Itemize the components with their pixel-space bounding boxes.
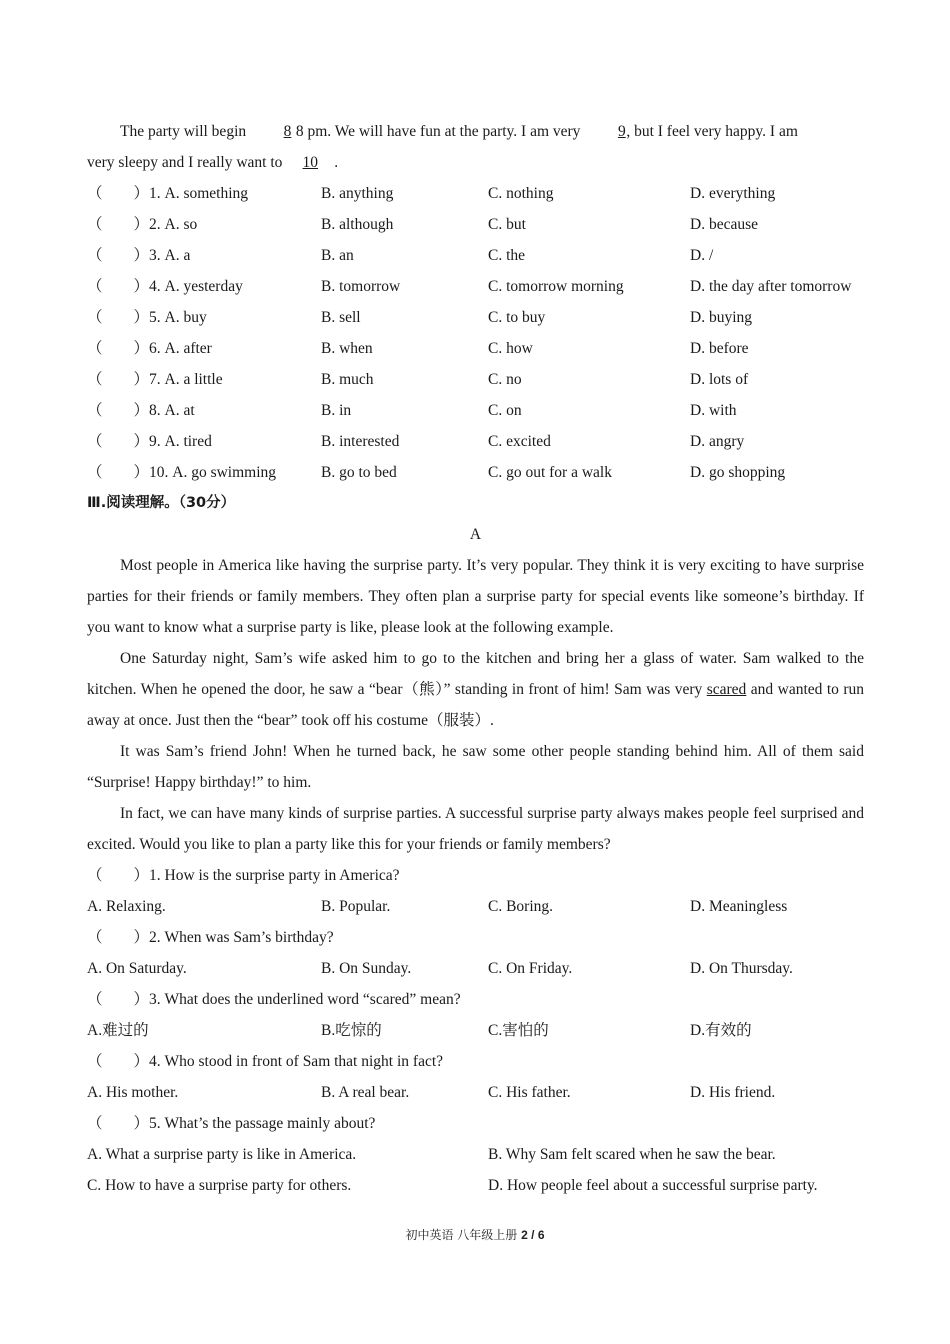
option-c: C. nothing	[488, 185, 554, 202]
cloze-question-6	[87, 333, 864, 364]
blank-9: 9	[617, 123, 626, 140]
option-c: C. to buy	[488, 309, 546, 326]
paragraph-text: One Saturday night, Sam’s wife asked him to go to the kitchen and bring her a glass of water. Sam walked to the kitchen. When he opened the door, he saw a “bear（熊）” standing in front of him! Sam was very	[87, 650, 864, 698]
option-a: （ ）6. A. after	[87, 340, 212, 357]
option-d: D. because	[690, 216, 758, 233]
cloze-question-7	[87, 364, 864, 395]
cloze-line-2	[87, 147, 864, 178]
option-d: D. His friend.	[690, 1084, 776, 1101]
option-c: C. but	[488, 216, 526, 233]
cloze-text: .	[334, 154, 339, 171]
option-a: （ ）8. A. at	[87, 402, 195, 419]
question-options	[87, 891, 864, 922]
option-c: C. no	[488, 371, 522, 388]
option-c: C. excited	[488, 433, 551, 450]
underlined-word: scared	[706, 681, 747, 698]
paragraph-text: and wanted to run away at once. Just then the “bear” took off his costume（服装）.	[87, 681, 865, 729]
passage-label: A	[469, 526, 482, 543]
option-d: D.有效的	[690, 1022, 752, 1039]
passage-paragraph-1: Most people in America like having the surprise party. It’s very popular. They think it is very exciting to have surprise parties for their friends or family members. They often plan a surprise party for special events like someone’s birthday. If you want to know what a surprise party is like, please look at the following example.	[87, 557, 864, 636]
option-d: D. everything	[690, 185, 776, 202]
question-options	[87, 953, 864, 984]
cloze-question-3	[87, 240, 864, 271]
cloze-options	[87, 178, 864, 488]
reading-question-2	[87, 922, 864, 984]
option-b: B. Why Sam felt scared when he saw the bear.	[488, 1146, 776, 1163]
cloze-question-2	[87, 209, 864, 240]
cloze-text: The party will begin	[120, 123, 247, 140]
option-d: D. buying	[690, 309, 752, 326]
question-options-row-1	[87, 1139, 864, 1170]
option-a: A.难过的	[87, 1022, 149, 1039]
page-footer	[0, 1226, 950, 1243]
option-d: D. How people feel about a successful surprise party.	[488, 1177, 818, 1194]
option-a: A. Relaxing.	[87, 898, 166, 915]
option-b: B. although	[321, 216, 394, 233]
question-stem: （ ）3. What does the underlined word “scared” mean?	[87, 991, 461, 1008]
option-d: D. On Thursday.	[690, 960, 793, 977]
option-b: B. On Sunday.	[321, 960, 412, 977]
option-b: B.吃惊的	[321, 1022, 382, 1039]
option-d: D. lots of	[690, 371, 749, 388]
reading-question-4	[87, 1046, 864, 1108]
option-c: C. His father.	[488, 1084, 571, 1101]
passage-paragraph-3: It was Sam’s friend John! When he turned back, he saw some other people standing behind him. All of them said “Surprise! Happy birthday!” to him.	[87, 743, 864, 791]
option-a: （ ）9. A. tired	[87, 433, 212, 450]
option-c: C. how	[488, 340, 533, 357]
question-stem: （ ）1. How is the surprise party in America?	[87, 867, 400, 884]
option-b: B. an	[321, 247, 354, 264]
blank-8: 8	[283, 123, 292, 140]
option-b: B. when	[321, 340, 373, 357]
option-c: C.害怕的	[488, 1022, 549, 1039]
option-d: D. angry	[690, 433, 745, 450]
option-c: C. go out for a walk	[488, 464, 612, 481]
option-b: B. A real bear.	[321, 1084, 410, 1101]
option-b: B. much	[321, 371, 374, 388]
option-d: D. with	[690, 402, 737, 419]
option-a: A. What a surprise party is like in America.	[87, 1146, 357, 1163]
passage-paragraph-2	[87, 643, 864, 736]
section-title: Ⅲ.阅读理解。（30分）	[87, 495, 236, 511]
option-a: （ ）1. A. something	[87, 185, 249, 202]
cloze-question-10	[87, 457, 864, 488]
option-a: （ ）4. A. yesterday	[87, 278, 243, 295]
question-stem: （ ）4. Who stood in front of Sam that night in fact?	[87, 1053, 444, 1070]
cloze-question-1	[87, 178, 864, 209]
option-b: B. Popular.	[321, 898, 391, 915]
option-c: C. tomorrow morning	[488, 278, 624, 295]
option-c: C. How to have a surprise party for others.	[87, 1177, 352, 1194]
reading-question-1	[87, 860, 864, 922]
option-a: （ ）3. A. a	[87, 247, 191, 264]
option-d: D. Meaningless	[690, 898, 788, 915]
cloze-passage	[87, 116, 864, 147]
option-b: B. interested	[321, 433, 400, 450]
cloze-text: 8 pm. We will have fun at the party. I am very	[295, 123, 581, 140]
reading-question-5	[87, 1108, 864, 1201]
option-d: D. /	[690, 247, 714, 264]
exam-page	[87, 116, 864, 1201]
option-b: B. sell	[321, 309, 361, 326]
option-b: B. anything	[321, 185, 394, 202]
reading-question-3	[87, 984, 864, 1046]
option-a: （ ）7. A. a little	[87, 371, 223, 388]
option-d: D. go shopping	[690, 464, 786, 481]
cloze-question-8	[87, 395, 864, 426]
cloze-text: , but I feel very happy. I am	[626, 123, 798, 140]
page-number: 2 / 6	[521, 1228, 545, 1242]
question-stem: （ ）5. What’s the passage mainly about?	[87, 1115, 376, 1132]
cloze-question-5	[87, 302, 864, 333]
question-options-row-2	[87, 1170, 864, 1201]
option-b: B. tomorrow	[321, 278, 401, 295]
question-stem: （ ）2. When was Sam’s birthday?	[87, 929, 334, 946]
option-b: B. go to bed	[321, 464, 397, 481]
option-c: C. On Friday.	[488, 960, 573, 977]
option-c: C. the	[488, 247, 526, 264]
cloze-question-4	[87, 271, 864, 302]
cloze-text: very sleepy and I really want to	[87, 154, 283, 171]
option-b: B. in	[321, 402, 352, 419]
option-c: C. on	[488, 402, 522, 419]
option-c: C. Boring.	[488, 898, 554, 915]
option-a: （ ）5. A. buy	[87, 309, 207, 326]
question-options	[87, 1077, 864, 1108]
blank-10: 10	[302, 154, 319, 171]
option-d: D. the day after tomorrow	[690, 278, 852, 295]
option-a: （ ）10. A. go swimming	[87, 464, 277, 481]
cloze-question-9	[87, 426, 864, 457]
option-a: （ ）2. A. so	[87, 216, 198, 233]
footer-label: 初中英语 八年级上册	[405, 1228, 518, 1242]
passage-paragraph-4: In fact, we can have many kinds of surprise parties. A successful surprise party always makes people feel surprised and excited. Would you like to plan a party like this for your friends or family members?	[87, 805, 864, 853]
option-d: D. before	[690, 340, 749, 357]
option-a: A. On Saturday.	[87, 960, 187, 977]
option-a: A. His mother.	[87, 1084, 179, 1101]
question-options	[87, 1015, 864, 1046]
